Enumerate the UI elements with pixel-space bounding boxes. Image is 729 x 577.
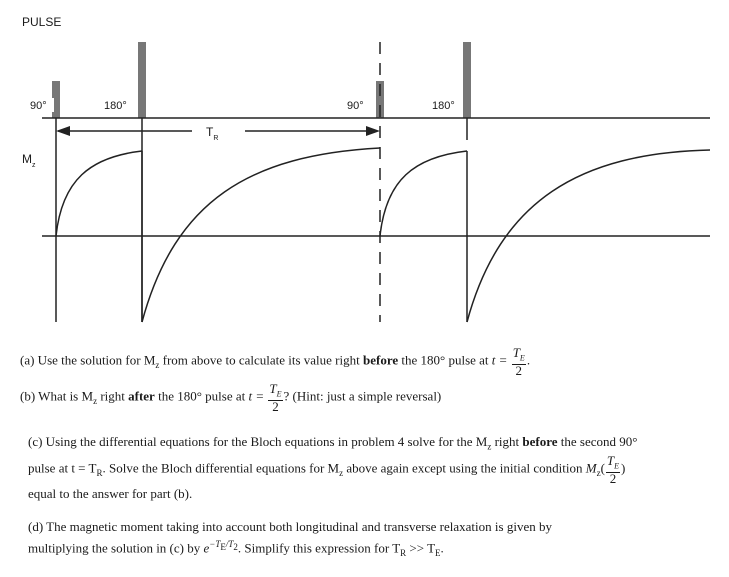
question-c-line-3: equal to the answer for part (b).: [28, 486, 193, 501]
mz-curve-3: [380, 151, 467, 236]
pulse-180-bar-2: [463, 42, 471, 118]
question-b: (b) What is $M_z$ right after the 180° pulse at t = $\frac{T_E}{2}$ ? (Hint: just a simple reversal): [20, 381, 442, 414]
pulse-label-90-1: 90°: [30, 100, 47, 112]
fraction-te-over-2: $\frac{T_E}{2}$: [512, 345, 525, 378]
pulse-label-180-2: 180°: [432, 100, 455, 112]
question-a: (a) Use the solution for $M_z$ from above to calculate its value right before the 180° pulse at t = $\frac{T_E}{2}$ .: [20, 345, 531, 378]
mz-curve-2: [142, 148, 380, 322]
pulse-label-90-2: 90°: [347, 100, 364, 112]
fraction-te-over-2: $\frac{T_E}{2}$: [269, 381, 282, 414]
pulse-label: PULSE: [22, 15, 62, 29]
question-c-line-1: (c) Using the differential equations for the Bloch equations in problem 4 solve for the $M_z$ right before the second 90°: [28, 434, 638, 452]
question-d-line-2: multiplying the solution in (c) by $e^{-T_E/T_2}$. Simplify this expression for $T_R >> T_E$.: [28, 539, 444, 558]
tr-label: $T_R$: [206, 125, 219, 142]
fraction-te-over-2: $\frac{T_E}{2}$: [606, 453, 620, 486]
pulse-180-bar-1: [138, 42, 146, 118]
question-c-line-2: pulse at $t = T_R$. Solve the Bloch differential equations for $M_z$ above again except using the initial condition $M_z$( $\frac{T_E}{2}$ ): [28, 453, 626, 486]
mz-curve-1: [56, 151, 142, 236]
question-d-line-1: (d) The magnetic moment taking into account both longitudinal and transverse relaxation is given by: [28, 519, 552, 534]
pulse-label-180-1: 180°: [104, 100, 127, 112]
mz-label: $M_z$: [22, 152, 36, 169]
